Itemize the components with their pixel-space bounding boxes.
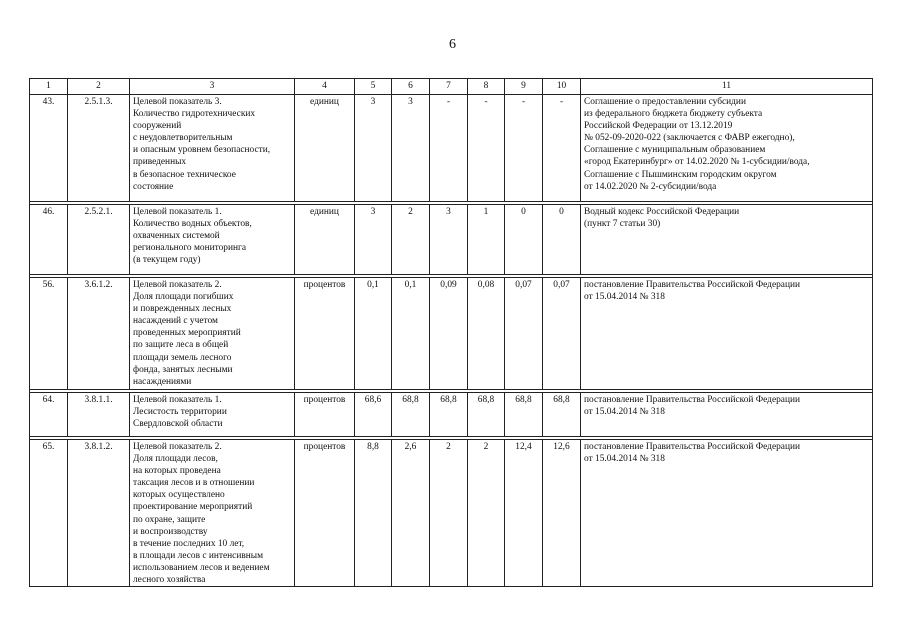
column-header: 2 <box>68 79 130 95</box>
value-cell-7: 0,09 <box>430 278 468 390</box>
column-header: 4 <box>295 79 355 95</box>
indicator-name-line: в течение последних 10 лет, <box>133 538 245 549</box>
row-number-cell: 43. <box>30 95 68 202</box>
source-line: № 052-09-2020-022 (заключается с ФАВР ежегодно), <box>584 133 795 144</box>
column-header: 1 <box>30 79 68 95</box>
table-row <box>30 440 873 587</box>
source-line: от 15.04.2014 № 318 <box>584 292 665 303</box>
indicator-name-line: Целевой показатель 3. <box>133 97 222 107</box>
value-cell-9: 68,8 <box>505 393 543 437</box>
source-line: постановление Правительства Российской Федерации <box>584 280 801 290</box>
row-code-cell: 2.5.2.1. <box>68 205 130 275</box>
value-cell-6: 2,6 <box>392 440 430 587</box>
indicator-name-line: регионального мониторинга <box>133 243 247 254</box>
source-line: от 15.04.2014 № 318 <box>584 454 665 465</box>
indicator-name-line: Целевой показатель 1. <box>133 207 222 217</box>
source-line: Соглашение о предоставлении субсидии <box>584 97 746 107</box>
table-row <box>30 393 873 437</box>
row-code-cell: 3.8.1.1. <box>68 393 130 437</box>
indicator-name-line: и поврежденных лесных <box>133 304 232 315</box>
row-number-cell: 65. <box>30 440 68 587</box>
indicator-name-line: насаждений с учетом <box>133 316 218 327</box>
source-line: Соглашение с муниципальным образованием <box>584 145 766 156</box>
row-number-cell: 46. <box>30 205 68 275</box>
value-cell-10: - <box>543 95 581 202</box>
indicator-name-cell <box>130 393 295 437</box>
indicator-name-line: в безопасное техническое <box>133 169 236 180</box>
indicator-name-line: приведенных <box>133 157 187 168</box>
indicator-name-line: Количество водных объектов, <box>133 219 252 230</box>
value-cell-7: 2 <box>430 440 468 587</box>
source-line: постановление Правительства Российской Федерации <box>584 395 801 405</box>
table-row <box>30 278 873 390</box>
indicator-name-line: сооружений <box>133 121 182 132</box>
column-header: 11 <box>581 79 873 95</box>
source-line: от 14.02.2020 № 2-субсидии/вода <box>584 181 717 192</box>
indicator-name-line: Лесистость территории <box>133 407 227 418</box>
value-cell-6: 2 <box>392 205 430 275</box>
indicator-name-line: охваченных системой <box>133 231 220 242</box>
value-cell-6: 3 <box>392 95 430 202</box>
value-cell-7: - <box>430 95 468 202</box>
source-line: от 15.04.2014 № 318 <box>584 407 665 418</box>
source-cell <box>581 205 873 275</box>
indicator-name-line: в площади лесов с интенсивным <box>133 550 264 561</box>
column-header: 3 <box>130 79 295 95</box>
table-row <box>30 205 873 275</box>
value-cell-10: 0 <box>543 205 581 275</box>
source-line: Российской Федерации от 13.12.2019 <box>584 121 733 132</box>
value-cell-8: 1 <box>468 205 505 275</box>
source-cell <box>581 278 873 390</box>
value-cell-8: 0,08 <box>468 278 505 390</box>
indicator-name-line: и опасным уровнем безопасности, <box>133 145 271 156</box>
value-cell-5: 3 <box>355 205 392 275</box>
value-cell-5: 3 <box>355 95 392 202</box>
source-line: «город Екатеринбург» от 14.02.2020 № 1-субсидии/вода, <box>584 157 810 168</box>
indicator-name-line: площади земель лесного <box>133 352 232 363</box>
indicator-name-line: Количество гидротехнических <box>133 109 256 120</box>
unit-cell: единиц <box>295 205 355 275</box>
table-header-row <box>30 79 873 95</box>
value-cell-5: 0,1 <box>355 278 392 390</box>
source-cell <box>581 95 873 202</box>
indicator-name-line: Целевой показатель 1. <box>133 395 222 405</box>
indicator-name-line: проведенных мероприятий <box>133 328 241 339</box>
value-cell-8: - <box>468 95 505 202</box>
value-cell-7: 68,8 <box>430 393 468 437</box>
source-cell <box>581 440 873 587</box>
unit-cell: процентов <box>295 278 355 390</box>
page-number: 6 <box>449 37 456 52</box>
indicator-name-line: насаждениями <box>133 376 192 387</box>
source-line: Водный кодекс Российской Федерации <box>584 207 740 217</box>
source-line: постановление Правительства Российской Федерации <box>584 442 801 452</box>
value-cell-10: 0,07 <box>543 278 581 390</box>
indicator-name-line: фонда, занятых лесными <box>133 364 233 375</box>
value-cell-5: 68,6 <box>355 393 392 437</box>
indicator-name-cell <box>130 440 295 587</box>
value-cell-6: 68,8 <box>392 393 430 437</box>
source-line: (пункт 7 статьи 30) <box>584 219 661 230</box>
indicator-name-line: (в текущем году) <box>133 255 201 266</box>
row-number-cell: 64. <box>30 393 68 437</box>
value-cell-7: 3 <box>430 205 468 275</box>
indicator-name-line: которых осуществлено <box>133 490 225 501</box>
value-cell-5: 8,8 <box>355 440 392 587</box>
indicator-name-line: Доля площади погибших <box>133 292 234 303</box>
indicators-table <box>29 78 873 587</box>
row-code-cell: 3.6.1.2. <box>68 278 130 390</box>
value-cell-9: 12,4 <box>505 440 543 587</box>
unit-cell: процентов <box>295 440 355 587</box>
indicator-name-cell <box>130 95 295 202</box>
unit-cell: единиц <box>295 95 355 202</box>
indicator-name-line: по охране, защите <box>133 514 206 525</box>
column-header: 7 <box>430 79 468 95</box>
column-header: 6 <box>392 79 430 95</box>
indicator-name-line: использованием лесов и ведением <box>133 562 270 573</box>
row-code-cell: 2.5.1.3. <box>68 95 130 202</box>
indicator-name-cell <box>130 205 295 275</box>
indicator-name-line: на которых проведена <box>133 466 221 477</box>
indicator-name-line: по защите леса в общей <box>133 340 229 351</box>
column-header: 10 <box>543 79 581 95</box>
column-header: 9 <box>505 79 543 95</box>
value-cell-9: 0,07 <box>505 278 543 390</box>
column-header: 5 <box>355 79 392 95</box>
row-number-cell: 56. <box>30 278 68 390</box>
source-line: Соглашение с Пышминским городским округом <box>584 169 777 180</box>
source-line: из федерального бюджета бюджету субъекта <box>584 109 763 120</box>
value-cell-8: 68,8 <box>468 393 505 437</box>
value-cell-8: 2 <box>468 440 505 587</box>
indicator-name-line: Целевой показатель 2. <box>133 280 222 290</box>
value-cell-6: 0,1 <box>392 278 430 390</box>
column-header: 8 <box>468 79 505 95</box>
table-row <box>30 95 873 202</box>
value-cell-9: 0 <box>505 205 543 275</box>
indicator-name-line: Целевой показатель 2. <box>133 442 222 452</box>
unit-cell: процентов <box>295 393 355 437</box>
indicator-name-line: лесного хозяйства <box>133 575 206 586</box>
indicator-name-line: с неудовлетворительным <box>133 133 233 144</box>
value-cell-10: 12,6 <box>543 440 581 587</box>
indicator-name-line: состояние <box>133 181 174 192</box>
indicator-name-line: Свердловской области <box>133 419 223 430</box>
indicator-name-line: таксация лесов и в отношении <box>133 478 255 489</box>
row-code-cell: 3.8.1.2. <box>68 440 130 587</box>
source-cell <box>581 393 873 437</box>
indicator-name-cell <box>130 278 295 390</box>
value-cell-9: - <box>505 95 543 202</box>
indicator-name-line: и воспроизводству <box>133 526 208 537</box>
indicator-name-line: проектирование мероприятий <box>133 502 253 513</box>
value-cell-10: 68,8 <box>543 393 581 437</box>
indicator-name-line: Доля площади лесов, <box>133 454 218 465</box>
